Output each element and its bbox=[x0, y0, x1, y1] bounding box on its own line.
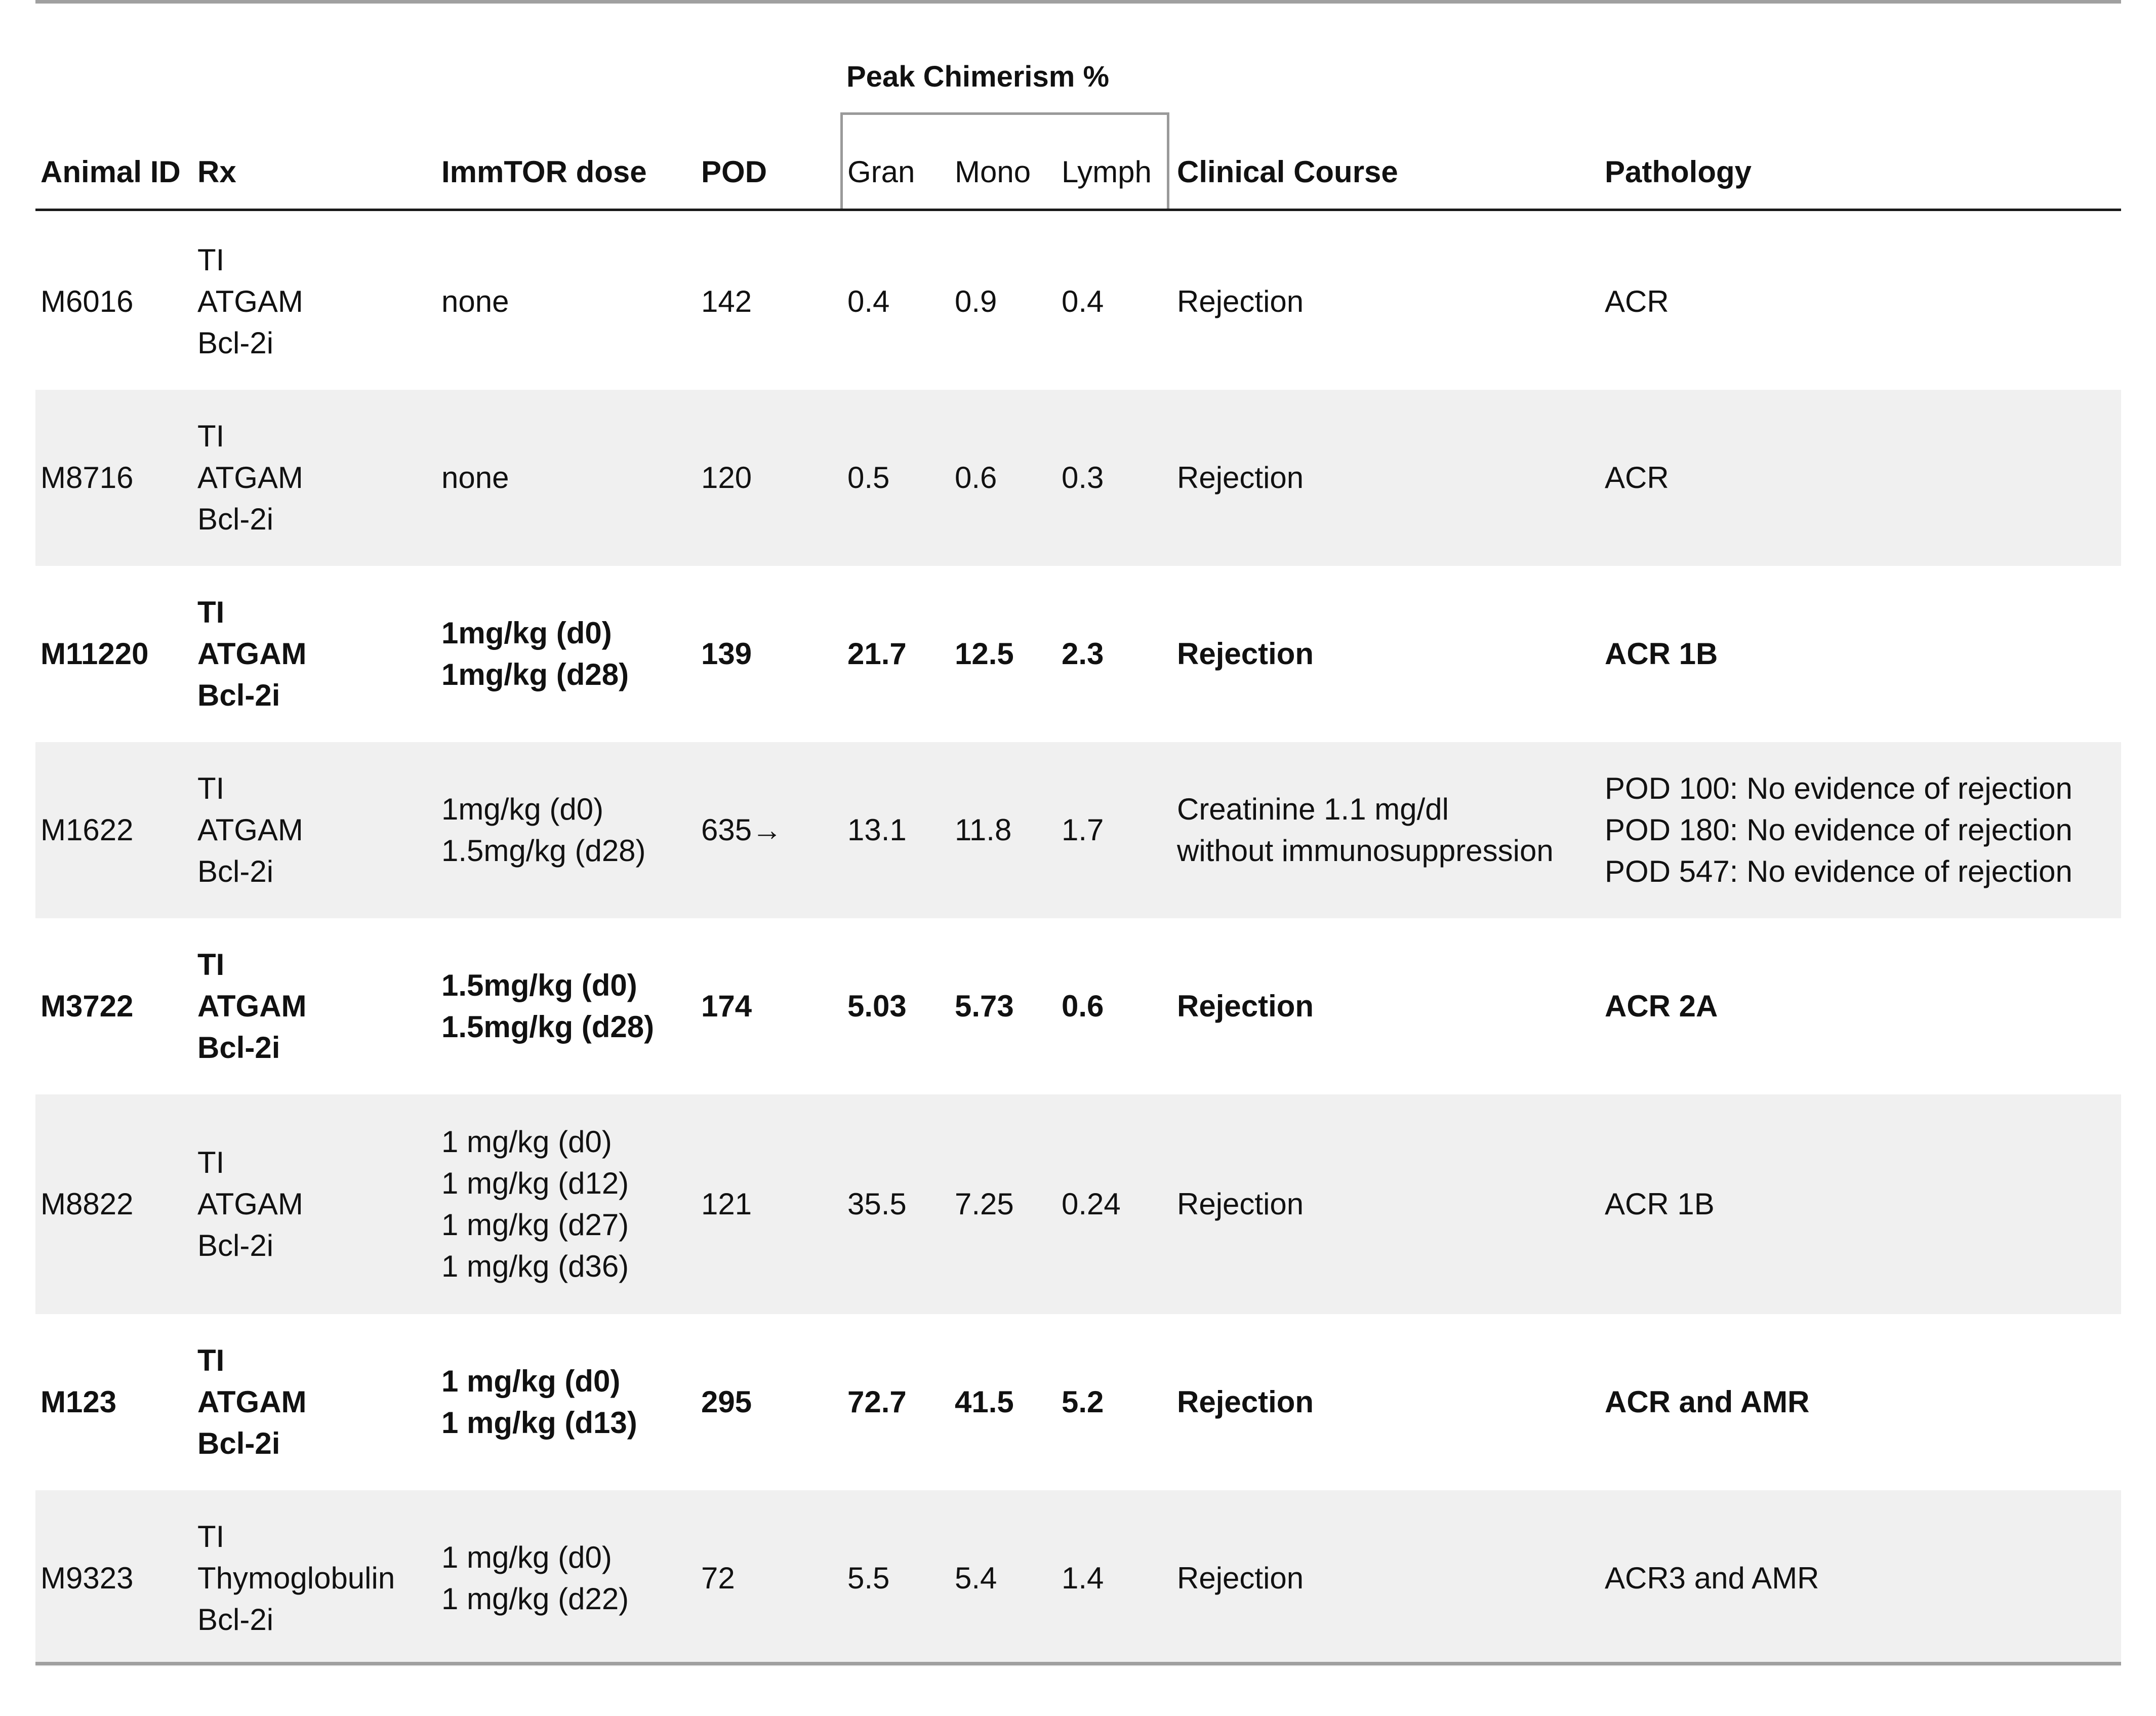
animal-id-cell-line: M3722 bbox=[40, 989, 134, 1023]
rx-cell-line: TI bbox=[197, 1520, 225, 1554]
clinical-course-cell bbox=[1177, 742, 1554, 918]
pathology-cell-line: ACR bbox=[1605, 461, 1669, 495]
rx-cell-line: Thymoglobulin bbox=[197, 1561, 395, 1595]
rx-cell-line: TI bbox=[197, 948, 225, 982]
clinical-course-cell-line: Rejection bbox=[1177, 637, 1314, 671]
animal-id-cell-line: M8822 bbox=[40, 1187, 134, 1221]
immtor-dose-cell-line: 1 mg/kg (d0) bbox=[441, 1540, 612, 1574]
gran-cell-line: 5.5 bbox=[847, 1561, 890, 1595]
lymph-cell bbox=[1062, 918, 1104, 1094]
rx-cell-line: Bcl-2i bbox=[197, 326, 274, 360]
rx-cell-line: Bcl-2i bbox=[197, 502, 274, 536]
gran-cell-line: 21.7 bbox=[847, 637, 907, 671]
rx-cell-line: ATGAM bbox=[197, 284, 303, 318]
animal-id-cell bbox=[40, 390, 133, 566]
pathology-cell-line: ACR and AMR bbox=[1605, 1385, 1810, 1419]
header-lymph: Lymph bbox=[1062, 155, 1152, 189]
lymph-cell bbox=[1062, 214, 1104, 390]
immtor-dose-cell-line: 1 mg/kg (d27) bbox=[441, 1208, 629, 1242]
pod-cell-line: 120 bbox=[701, 461, 752, 495]
rx-cell-line: TI bbox=[197, 595, 225, 629]
pathology-cell bbox=[1605, 742, 2072, 918]
clinical-course-cell-line: Rejection bbox=[1177, 989, 1314, 1023]
gran-cell-line: 72.7 bbox=[847, 1385, 907, 1419]
gran-cell bbox=[847, 566, 907, 742]
rx-cell-line: TI bbox=[197, 1146, 225, 1179]
rx-cell bbox=[197, 1314, 307, 1490]
immtor-dose-cell-line: 1mg/kg (d0) bbox=[441, 616, 612, 650]
header-pod: POD bbox=[701, 155, 767, 189]
rx-cell-line: ATGAM bbox=[197, 461, 303, 495]
gran-cell bbox=[847, 1490, 889, 1666]
clinical-course-cell bbox=[1177, 214, 1304, 390]
pod-cell bbox=[701, 566, 752, 742]
rx-cell-line: Bcl-2i bbox=[197, 1031, 280, 1065]
rx-cell-line: TI bbox=[197, 1343, 225, 1377]
gran-cell-line: 35.5 bbox=[847, 1187, 907, 1221]
immtor-dose-cell bbox=[441, 1314, 637, 1490]
rx-cell-line: ATGAM bbox=[197, 1187, 303, 1221]
rx-cell-line: Bcl-2i bbox=[197, 678, 280, 712]
lymph-cell-line: 1.4 bbox=[1062, 1561, 1104, 1595]
mono-cell bbox=[955, 214, 997, 390]
gran-cell-line: 0.5 bbox=[847, 461, 890, 495]
mono-cell-line: 41.5 bbox=[955, 1385, 1014, 1419]
immtor-dose-cell-line: 1 mg/kg (d12) bbox=[441, 1166, 629, 1200]
immtor-dose-cell-line: none bbox=[441, 461, 509, 495]
mono-cell-line: 12.5 bbox=[955, 637, 1014, 671]
mono-cell bbox=[955, 742, 1011, 918]
table-row bbox=[35, 214, 2121, 390]
lymph-cell-line: 0.24 bbox=[1062, 1187, 1121, 1221]
pod-cell bbox=[701, 1314, 752, 1490]
lymph-cell-line: 0.4 bbox=[1062, 284, 1104, 318]
clinical-course-cell-line: without immunosuppression bbox=[1177, 834, 1554, 868]
rx-cell-line: Bcl-2i bbox=[197, 1229, 274, 1262]
rx-cell-line: ATGAM bbox=[197, 637, 307, 671]
gran-cell bbox=[847, 918, 907, 1094]
pod-cell-line: 174 bbox=[701, 989, 752, 1023]
table-row bbox=[35, 1314, 2121, 1490]
pathology-cell-line: POD 547: No evidence of rejection bbox=[1605, 854, 2072, 888]
immtor-dose-cell-line: 1 mg/kg (d0) bbox=[441, 1125, 612, 1159]
clinical-course-cell-line: Rejection bbox=[1177, 1187, 1304, 1221]
immtor-dose-cell-line: 1 mg/kg (d13) bbox=[441, 1406, 637, 1440]
clinical-course-cell-line: Rejection bbox=[1177, 1561, 1304, 1595]
rx-cell-line: TI bbox=[197, 419, 225, 453]
pathology-cell bbox=[1605, 918, 1718, 1094]
lymph-cell bbox=[1062, 566, 1104, 742]
animal-id-cell bbox=[40, 566, 149, 742]
pathology-cell bbox=[1605, 566, 1718, 742]
gran-cell bbox=[847, 742, 907, 918]
table-row bbox=[35, 742, 2121, 918]
pathology-cell bbox=[1605, 1314, 1809, 1490]
lymph-cell-line: 0.3 bbox=[1062, 461, 1104, 495]
immtor-dose-cell bbox=[441, 918, 654, 1094]
immtor-dose-cell-line: 1 mg/kg (d36) bbox=[441, 1249, 629, 1283]
rx-cell bbox=[197, 1490, 395, 1666]
animal-id-cell bbox=[40, 742, 133, 918]
clinical-course-cell-line: Creatinine 1.1 mg/dl bbox=[1177, 792, 1449, 826]
pathology-cell-line: POD 100: No evidence of rejection bbox=[1605, 771, 2072, 805]
immtor-dose-cell bbox=[441, 1094, 629, 1314]
animal-id-cell-line: M11220 bbox=[40, 637, 149, 671]
pathology-cell bbox=[1605, 214, 1669, 390]
rx-cell-line: ATGAM bbox=[197, 1385, 307, 1419]
clinical-course-cell bbox=[1177, 1490, 1304, 1666]
clinical-course-cell bbox=[1177, 566, 1314, 742]
rx-cell-line: Bcl-2i bbox=[197, 1603, 274, 1637]
mono-cell bbox=[955, 566, 1014, 742]
animal-id-cell-line: M1622 bbox=[40, 813, 134, 847]
mono-cell-line: 7.25 bbox=[955, 1187, 1014, 1221]
header-rx: Rx bbox=[197, 155, 236, 189]
clinical-course-cell-line: Rejection bbox=[1177, 461, 1304, 495]
animal-id-cell bbox=[40, 1490, 133, 1666]
lymph-cell bbox=[1062, 742, 1104, 918]
immtor-dose-cell-line: 1 mg/kg (d22) bbox=[441, 1582, 629, 1616]
gran-cell bbox=[847, 390, 889, 566]
immtor-dose-cell-line: 1.5mg/kg (d0) bbox=[441, 968, 637, 1002]
rx-cell-line: ATGAM bbox=[197, 813, 303, 847]
animal-id-cell bbox=[40, 1094, 133, 1314]
mono-cell bbox=[955, 390, 997, 566]
rx-cell-line: Bcl-2i bbox=[197, 1426, 280, 1460]
pod-cell-line: 142 bbox=[701, 284, 752, 318]
immtor-dose-cell bbox=[441, 1490, 629, 1666]
lymph-cell bbox=[1062, 1490, 1104, 1666]
clinical-course-cell-line: Rejection bbox=[1177, 1385, 1314, 1419]
table-row bbox=[35, 566, 2121, 742]
immtor-dose-cell bbox=[441, 390, 509, 566]
table-bottom-rule bbox=[35, 1662, 2121, 1665]
animal-id-cell-line: M6016 bbox=[40, 284, 134, 318]
gran-cell-line: 5.03 bbox=[847, 989, 907, 1023]
mono-cell bbox=[955, 1490, 997, 1666]
lymph-cell bbox=[1062, 1094, 1121, 1314]
header-mono: Mono bbox=[955, 155, 1031, 189]
pod-cell-line: 121 bbox=[701, 1187, 752, 1221]
pathology-cell-line: ACR3 and AMR bbox=[1605, 1561, 1819, 1595]
rx-cell bbox=[197, 918, 307, 1094]
rx-cell bbox=[197, 390, 303, 566]
peak-chimerism-group-header: Peak Chimerism % bbox=[846, 60, 1110, 93]
immtor-dose-cell bbox=[441, 742, 646, 918]
header-gran: Gran bbox=[847, 155, 915, 189]
rx-cell-line: ATGAM bbox=[197, 989, 307, 1023]
header-animal-id: Animal ID bbox=[40, 155, 181, 189]
rx-cell-line: TI bbox=[197, 771, 225, 805]
clinical-course-cell bbox=[1177, 1094, 1304, 1314]
pathology-cell bbox=[1605, 1490, 1819, 1666]
animal-id-cell-line: M9323 bbox=[40, 1561, 134, 1595]
rx-cell bbox=[197, 214, 303, 390]
immtor-dose-cell-line: 1 mg/kg (d0) bbox=[441, 1364, 621, 1398]
rx-cell bbox=[197, 742, 303, 918]
mono-cell-line: 5.73 bbox=[955, 989, 1014, 1023]
gran-cell-line: 0.4 bbox=[847, 284, 890, 318]
animal-id-cell bbox=[40, 918, 133, 1094]
header-pathology: Pathology bbox=[1605, 155, 1752, 189]
clinical-course-cell bbox=[1177, 390, 1304, 566]
pathology-cell-line: POD 180: No evidence of rejection bbox=[1605, 813, 2072, 847]
rx-cell-line: TI bbox=[197, 243, 225, 277]
mono-cell-line: 5.4 bbox=[955, 1561, 997, 1595]
immtor-dose-cell-line: 1mg/kg (d28) bbox=[441, 658, 629, 691]
pathology-cell-line: ACR 1B bbox=[1605, 1187, 1715, 1221]
pathology-cell-line: ACR bbox=[1605, 284, 1669, 318]
table-row bbox=[35, 1490, 2121, 1666]
animal-id-cell-line: M8716 bbox=[40, 461, 134, 495]
immtor-dose-cell-line: none bbox=[441, 284, 509, 318]
lymph-cell-line: 0.6 bbox=[1062, 989, 1104, 1023]
table-row bbox=[35, 390, 2121, 566]
immtor-dose-cell bbox=[441, 566, 629, 742]
animal-id-cell bbox=[40, 1314, 116, 1490]
pod-cell bbox=[701, 390, 752, 566]
clinical-course-cell bbox=[1177, 1314, 1314, 1490]
mono-cell-line: 0.9 bbox=[955, 284, 997, 318]
pod-cell bbox=[701, 1094, 752, 1314]
lymph-cell bbox=[1062, 1314, 1104, 1490]
gran-cell bbox=[847, 214, 889, 390]
pathology-cell bbox=[1605, 1094, 1715, 1314]
clinical-course-cell-line: Rejection bbox=[1177, 284, 1304, 318]
lymph-cell-line: 2.3 bbox=[1062, 637, 1104, 671]
pod-cell-line: 295 bbox=[701, 1385, 752, 1419]
clinical-course-cell bbox=[1177, 918, 1314, 1094]
pod-cell-line: 635→ bbox=[701, 813, 783, 847]
header-rule bbox=[35, 209, 2121, 211]
mono-cell bbox=[955, 918, 1014, 1094]
pathology-cell bbox=[1605, 390, 1669, 566]
lymph-cell-line: 1.7 bbox=[1062, 813, 1104, 847]
gran-cell bbox=[847, 1094, 907, 1314]
mono-cell-line: 0.6 bbox=[955, 461, 997, 495]
gran-cell-line: 13.1 bbox=[847, 813, 907, 847]
pathology-cell-line: ACR 1B bbox=[1605, 637, 1718, 671]
pod-cell-line: 72 bbox=[701, 1561, 735, 1595]
pod-cell bbox=[701, 742, 782, 918]
mono-cell-line: 11.8 bbox=[955, 813, 1012, 847]
pod-cell bbox=[701, 1490, 735, 1666]
table-row bbox=[35, 918, 2121, 1094]
immtor-dose-cell bbox=[441, 214, 509, 390]
animal-id-cell bbox=[40, 214, 133, 390]
immtor-dose-cell-line: 1.5mg/kg (d28) bbox=[441, 1010, 655, 1044]
header-clinical-course: Clinical Course bbox=[1177, 155, 1398, 189]
pathology-cell-line: ACR 2A bbox=[1605, 989, 1718, 1023]
immtor-dose-cell-line: 1mg/kg (d0) bbox=[441, 792, 604, 826]
table-top-rule bbox=[35, 0, 2121, 4]
pod-cell bbox=[701, 918, 752, 1094]
mono-cell bbox=[955, 1314, 1014, 1490]
mono-cell bbox=[955, 1094, 1014, 1314]
rx-cell bbox=[197, 1094, 303, 1314]
pod-cell-line: 139 bbox=[701, 637, 752, 671]
immtor-dose-cell-line: 1.5mg/kg (d28) bbox=[441, 834, 646, 868]
animal-id-cell-line: M123 bbox=[40, 1385, 117, 1419]
rx-cell-line: Bcl-2i bbox=[197, 854, 274, 888]
header-immtor-dose: ImmTOR dose bbox=[441, 155, 647, 189]
lymph-cell bbox=[1062, 390, 1104, 566]
table-row bbox=[35, 1094, 2121, 1314]
pod-cell bbox=[701, 214, 752, 390]
gran-cell bbox=[847, 1314, 907, 1490]
lymph-cell-line: 5.2 bbox=[1062, 1385, 1104, 1419]
rx-cell bbox=[197, 566, 307, 742]
